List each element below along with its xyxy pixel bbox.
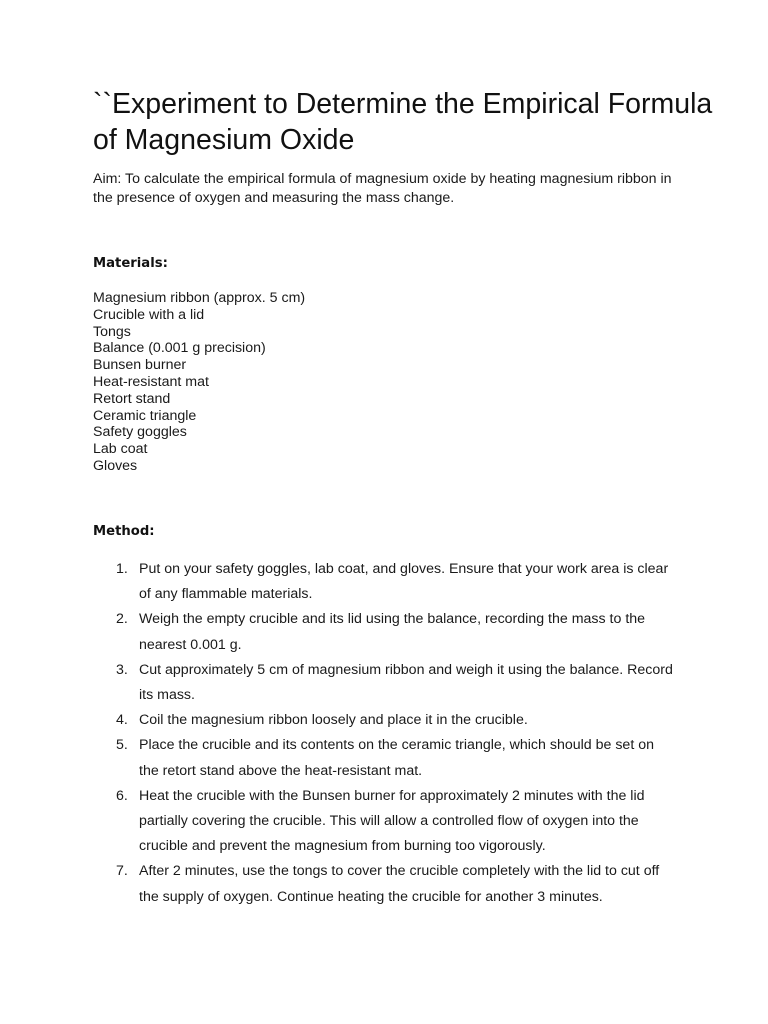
material-item: Balance (0.001 g precision) [93,340,266,357]
material-item: Crucible with a lid [93,306,205,323]
step-text: Heat the crucible with the Bunsen burner for approximately 2 minutes with the lid partially covering the crucible. This will allow a controlled flow of oxygen into the crucible and prevent the magnesium from burning too vigorously. [139,787,645,855]
materials-list [93,290,305,475]
material-item: Tongs [93,323,131,340]
method-step [93,658,673,708]
aim-paragraph: Aim: To calculate the empirical formula of magnesium oxide by heating magnesium ribbon in the presence of oxygen and measuring the mass change. [93,171,672,206]
method-step [93,784,673,860]
material-item: Retort stand [93,390,171,407]
step-text: Place the crucible and its contents on the ceramic triangle, which should be set on the retort stand above the heat-resistant mat. [139,737,654,779]
material-item: Lab coat [93,441,148,458]
material-item: Bunsen burner [93,357,187,374]
material-item: Ceramic triangle [93,407,197,424]
step-number: 1. [116,561,128,577]
step-text: Put on your safety goggles, lab coat, and gloves. Ensure that your work area is clear of any flammable materials. [139,561,669,603]
method-list [93,557,673,910]
materials-heading: Materials: [93,256,168,271]
step-number: 7. [116,863,128,880]
method-step [93,557,673,607]
step-number: 6. [116,787,128,804]
method-heading: Method: [93,524,155,539]
step-text: After 2 minutes, use the tongs to cover the crucible completely with the lid to cut off the supply of oxygen. Continue heating the crucible for another 3 minutes. [139,863,660,905]
method-step [93,859,673,909]
step-number: 3. [116,661,128,678]
document-title: ``Experiment to Determine the Empirical Formula of Magnesium Oxide [93,88,713,156]
material-item: Gloves [93,457,138,474]
material-item: Magnesium ribbon (approx. 5 cm) [93,290,306,306]
material-item: Safety goggles [93,424,187,441]
step-text: Cut approximately 5 cm of magnesium ribbon and weigh it using the balance. Record its mass. [139,661,673,704]
step-number: 2. [116,611,128,628]
step-text: Coil the magnesium ribbon loosely and place it in the crucible. [139,712,528,729]
method-step [93,708,673,733]
material-item: Heat-resistant mat [93,373,209,390]
step-number: 4. [116,712,128,729]
method-step [93,607,673,657]
step-number: 5. [116,737,128,754]
method-step [93,733,673,783]
step-text: Weigh the empty crucible and its lid using the balance, recording the mass to the nearest 0.001 g. [139,611,646,653]
